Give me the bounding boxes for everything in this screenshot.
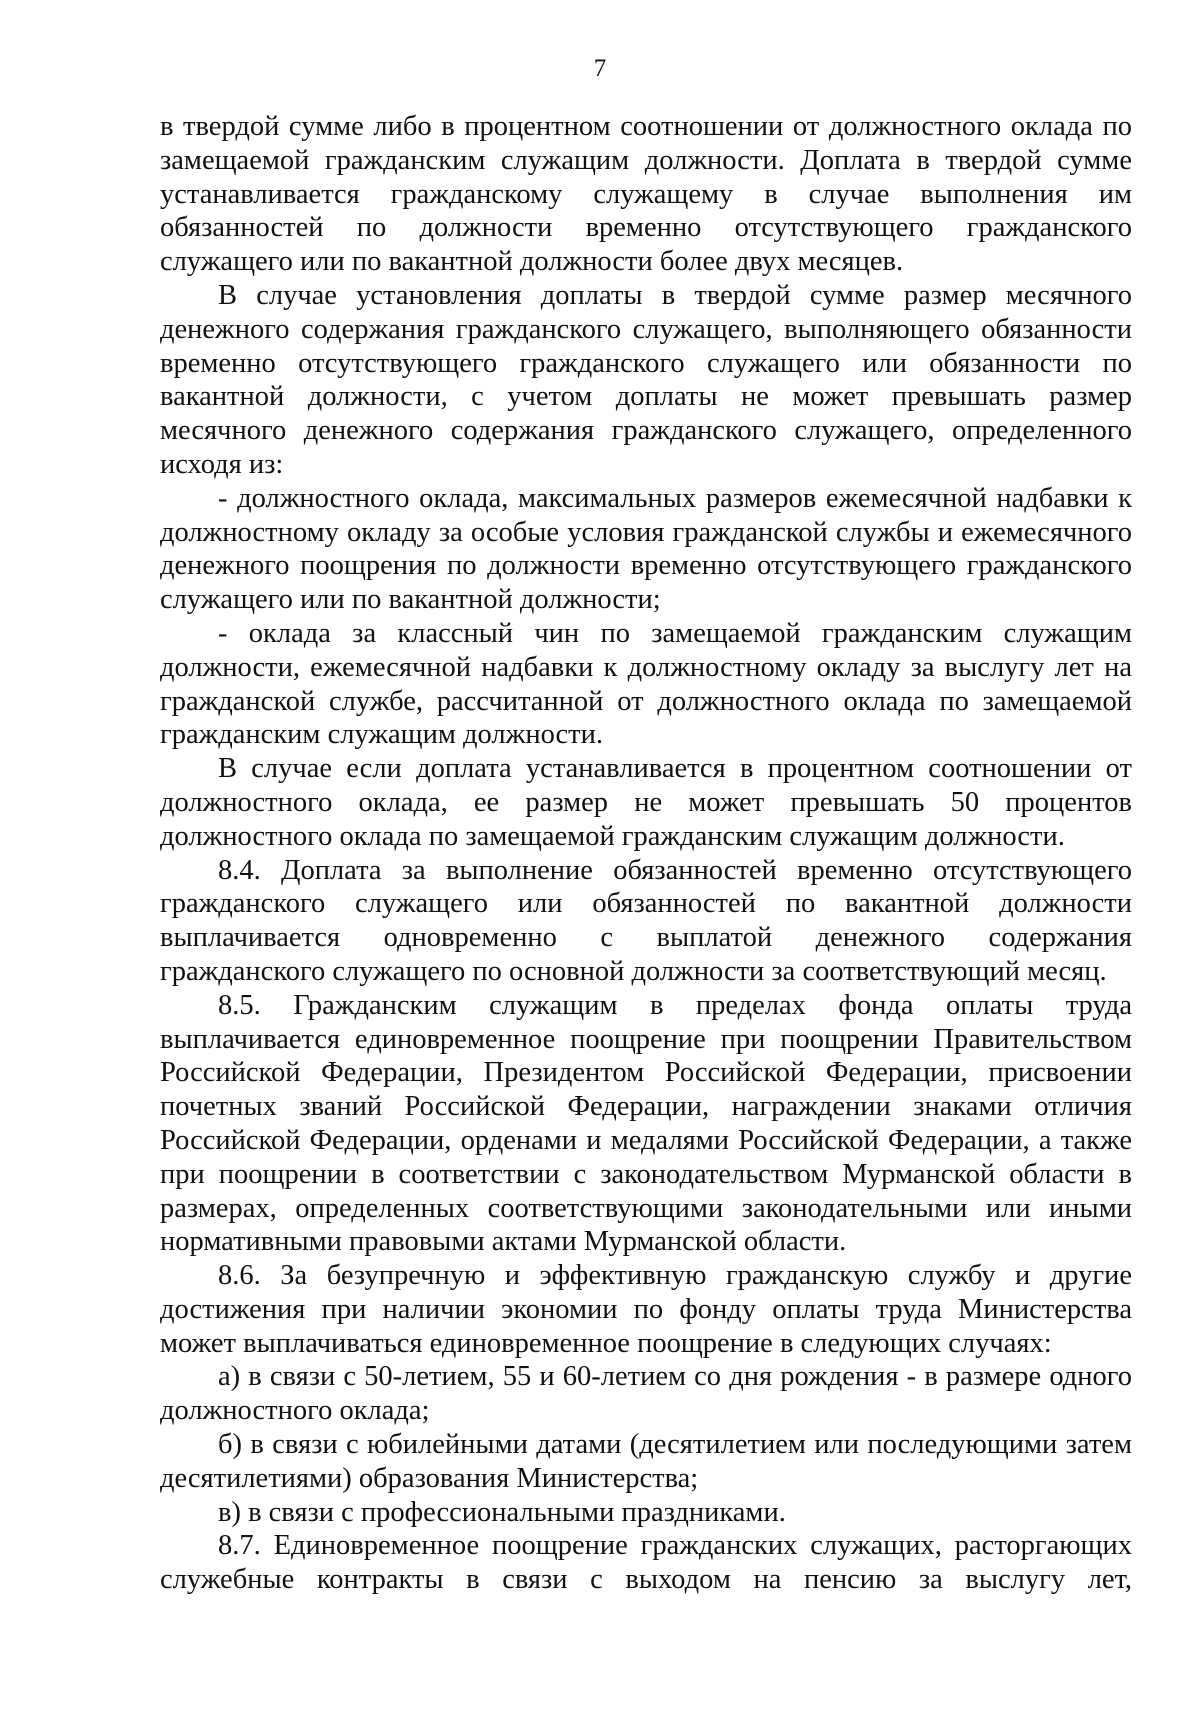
- text-line: Российской Федерации, Президентом Российской Федерации, присвоении: [160, 1057, 1132, 1089]
- text-line: исходя из:: [160, 448, 284, 480]
- text-line: - должностного оклада, максимальных размеров ежемесячной надбавки к: [218, 482, 1132, 514]
- text-line: десятилетиями) образования Министерства;: [160, 1462, 699, 1494]
- text-line: - оклада за классный чин по замещаемой гражданским служащим: [218, 617, 1132, 649]
- text-line: обязанностей по должности временно отсутствующего гражданского: [160, 212, 1132, 244]
- text-line: денежного содержания гражданского служащего, выполняющего обязанности: [160, 313, 1132, 345]
- text-line: должностного оклада, ее размер не может превышать 50 процентов: [160, 786, 1132, 818]
- text-line: выплачивается единовременное поощрение при поощрении Правительством: [160, 1023, 1132, 1055]
- text-line: 8.4. Доплата за выполнение обязанностей временно отсутствующего: [218, 854, 1132, 886]
- text-line: а) в связи с 50-летием, 55 и 60-летием со дня рождения - в размере одного: [218, 1361, 1132, 1393]
- text-line: достижения при наличии экономии по фонду оплаты труда Министерства: [160, 1293, 1132, 1325]
- text-line: выплачивается одновременно с выплатой денежного содержания: [160, 922, 1132, 954]
- text-line: в) в связи с профессиональными праздниками.: [218, 1496, 786, 1528]
- text-line: устанавливается гражданскому служащему в случае выполнения им: [160, 178, 1132, 210]
- text-line: должностному окладу за особые условия гражданской службы и ежемесячного: [160, 516, 1132, 548]
- text-line: денежного поощрения по должности временно отсутствующего гражданского: [160, 550, 1132, 582]
- text-line: Российской Федерации, орденами и медалями Российской Федерации, а также: [160, 1124, 1132, 1156]
- text-line: временно отсутствующего гражданского служащего или обязанности по: [160, 347, 1132, 379]
- text-line: вакантной должности, с учетом доплаты не может превышать размер: [160, 381, 1132, 413]
- text-line: размерах, определенных соответствующими законодательными или иными: [160, 1192, 1132, 1224]
- text-line: гражданским служащим должности.: [160, 719, 604, 751]
- text-line: гражданской службе, рассчитанной от должностного оклада по замещаемой: [160, 685, 1132, 717]
- text-line: должностного оклада по замещаемой гражданским служащим должности.: [160, 820, 1065, 852]
- text-line: б) в связи с юбилейными датами (десятилетием или последующими затем: [218, 1429, 1132, 1461]
- text-line: должности, ежемесячной надбавки к должностному окладу за выслугу лет на: [160, 651, 1132, 683]
- text-line: может выплачиваться единовременное поощрение в следующих случаях:: [160, 1327, 1052, 1359]
- text-line: служебные контракты в связи с выходом на пенсию за выслугу лет,: [160, 1564, 1132, 1596]
- text-line: почетных званий Российской Федерации, награждении знаками отличия: [160, 1091, 1132, 1123]
- text-line: гражданского служащего или обязанностей по вакантной должности: [160, 888, 1132, 920]
- text-line: В случае установления доплаты в твердой сумме размер месячного: [218, 279, 1132, 311]
- text-line: служащего или по вакантной должности;: [160, 584, 661, 616]
- text-line: в твердой сумме либо в процентном соотношении от должностного оклада по: [160, 111, 1132, 142]
- text-line: месячного денежного содержания гражданского служащего, определенного: [160, 415, 1132, 447]
- text-line: при поощрении в соответствии с законодательством Мурманской области в: [160, 1158, 1132, 1190]
- page-number: 7: [593, 55, 607, 82]
- text-line: должностного оклада;: [160, 1395, 430, 1427]
- text-line: нормативными правовыми актами Мурманской области.: [160, 1226, 847, 1258]
- text-line: 8.5. Гражданским служащим в пределах фонда оплаты труда: [218, 989, 1132, 1021]
- document-body: [160, 110, 1132, 1597]
- text-line: служащего или по вакантной должности более двух месяцев.: [160, 246, 904, 278]
- text-line: гражданского служащего по основной должности за соответствующий месяц.: [160, 955, 1107, 987]
- text-line: 8.6. За безупречную и эффективную гражданскую службу и другие: [218, 1260, 1132, 1292]
- text-line: замещаемой гражданским служащим должности. Доплата в твердой сумме: [160, 144, 1132, 176]
- text-line: В случае если доплата устанавливается в процентном соотношении от: [218, 753, 1132, 785]
- text-line: 8.7. Единовременное поощрение гражданских служащих, расторгающих: [218, 1530, 1132, 1562]
